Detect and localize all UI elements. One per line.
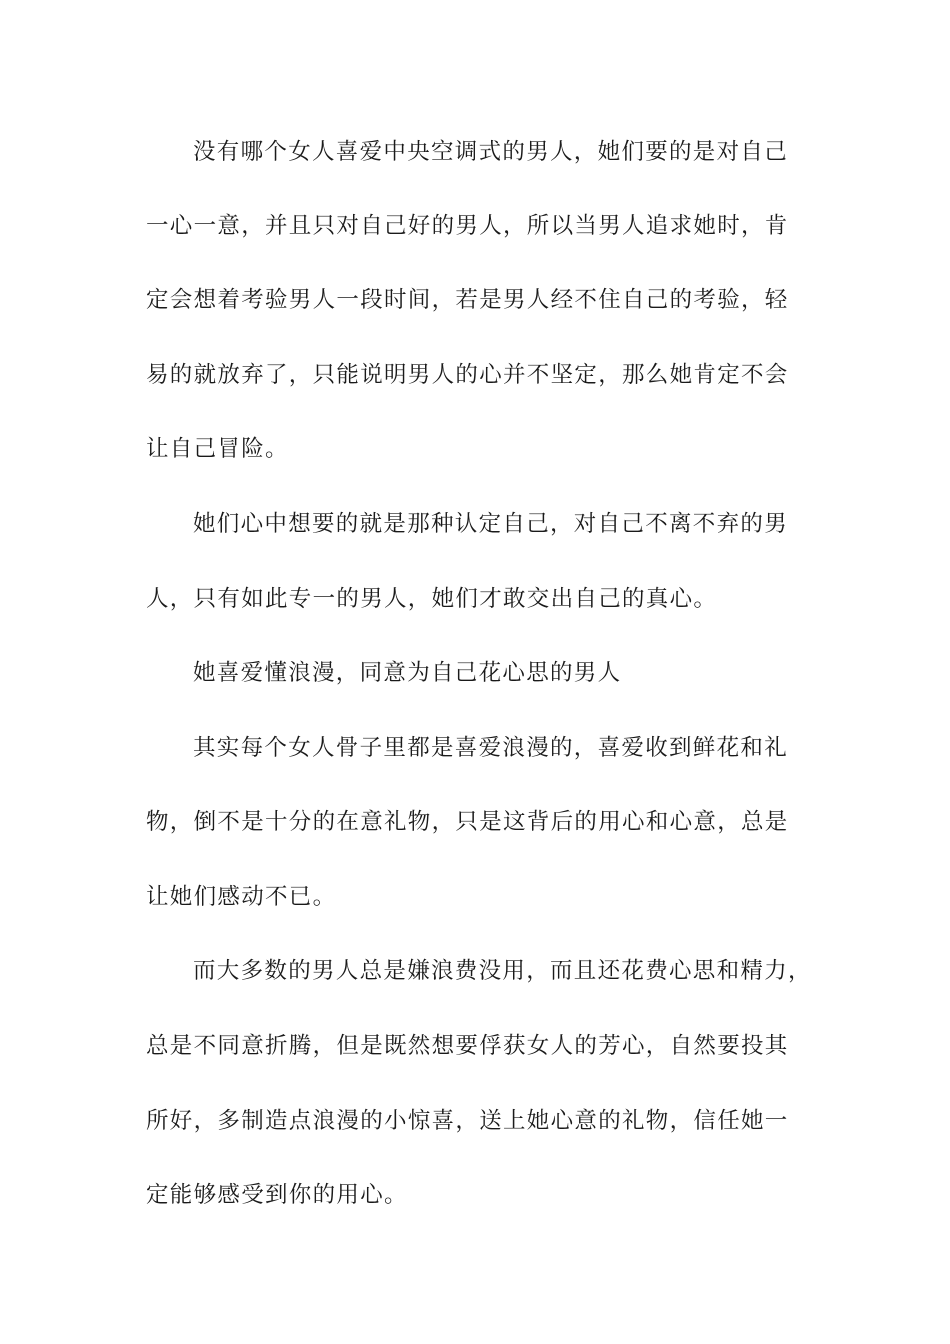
paragraph-3-line-2: 物，倒不是十分的在意礼物，只是这背后的用心和心意，总是 — [146, 809, 789, 835]
paragraph-1-line-2: 一心一意，并且只对自己好的男人，所以当男人追求她时，肯 — [146, 213, 789, 239]
section-heading: 她喜爱懂浪漫，同意为自己花心思的男人 — [193, 660, 622, 686]
paragraph-2-line-2: 人，只有如此专一的男人，她们才敢交出自己的真心。 — [146, 586, 718, 612]
paragraph-1-line-4: 易的就放弃了，只能说明男人的心并不坚定，那么她肯定不会 — [146, 362, 789, 388]
paragraph-3-line-1: 其实每个女人骨子里都是喜爱浪漫的，喜爱收到鲜花和礼 — [193, 735, 789, 761]
paragraph-4-line-2: 总是不同意折腾，但是既然想要俘获女人的芳心，自然要投其 — [146, 1033, 789, 1059]
paragraph-4-line-3: 所好，多制造点浪漫的小惊喜，送上她心意的礼物，信任她一 — [146, 1108, 789, 1134]
paragraph-4-line-4: 定能够感受到你的用心。 — [146, 1182, 408, 1208]
paragraph-1-line-5: 让自己冒险。 — [146, 436, 289, 462]
paragraph-1-line-1: 没有哪个女人喜爱中央空调式的男人，她们要的是对自己 — [193, 139, 789, 165]
paragraph-3-line-3: 让她们感动不已。 — [146, 884, 337, 910]
paragraph-1-line-3: 定会想着考验男人一段时间，若是男人经不住自己的考验，轻 — [146, 287, 789, 313]
paragraph-2-line-1: 她们心中想要的就是那种认定自己，对自己不离不弃的男 — [193, 511, 789, 537]
paragraph-4-line-1: 而大多数的男人总是嫌浪费没用，而且还花费心思和精力， — [193, 958, 812, 984]
